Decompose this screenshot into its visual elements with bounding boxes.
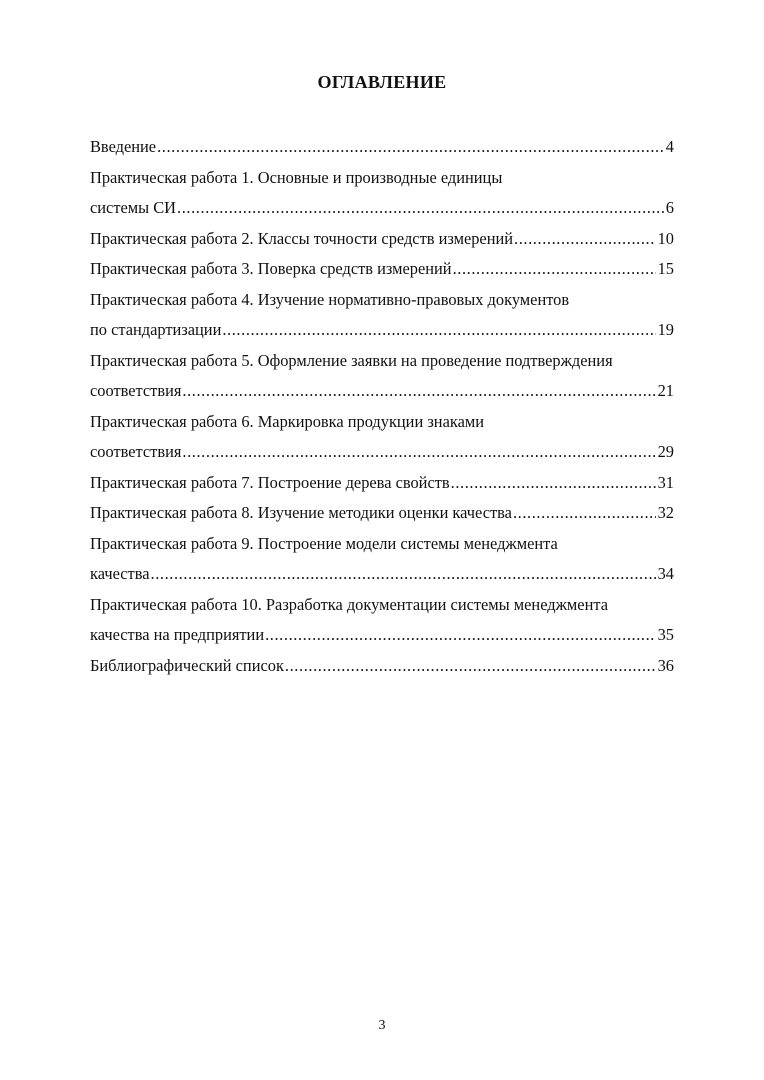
toc-entry-practice-3[interactable] (90, 254, 674, 285)
toc-page-number: 29 (657, 442, 674, 461)
dot-leader (151, 559, 656, 590)
toc-entry-line[interactable] (90, 285, 674, 316)
toc-entry-text: качества (90, 564, 150, 583)
dot-leader (157, 132, 664, 163)
toc-entry-practice-9[interactable] (90, 559, 674, 590)
dot-leader (453, 254, 656, 285)
toc-page-number: 10 (657, 228, 674, 248)
toc-entry-text: соответствия (90, 442, 182, 461)
page-number: 3 (378, 1018, 386, 1033)
toc-entry-text: соответствия (90, 381, 182, 400)
toc-entry-practice-10[interactable] (90, 620, 674, 651)
dot-leader (285, 651, 656, 682)
dot-leader (514, 224, 656, 255)
toc-page-number: 32 (657, 503, 674, 522)
toc-entry-practice-2[interactable] (90, 224, 674, 255)
toc-entry-introduction[interactable] (90, 132, 674, 163)
toc-entry-text: Практическая работа 7. Построение дерева свойств (90, 472, 450, 492)
toc-entry-text: Практическая работа 10. Разработка документации системы менеджмента (90, 594, 608, 614)
toc-entry-line[interactable] (90, 407, 674, 438)
toc-entry-text: Практическая работа 2. Классы точности средств измерений (90, 228, 514, 248)
toc-entry-text: Практическая работа 8. Изучение методики оценки качества (90, 503, 512, 522)
toc-page-number: 19 (657, 320, 674, 339)
toc-entry-text: качества на предприятии (90, 625, 265, 644)
toc-entry-practice-4[interactable] (90, 315, 674, 346)
toc-page-number: 31 (657, 472, 674, 492)
dot-leader (182, 376, 655, 407)
toc-entry-text: Практическая работа 4. Изучение нормативно-правовых документов (90, 289, 570, 309)
toc-entry-text: Практическая работа 6. Маркировка продукции знаками (90, 411, 484, 431)
toc-entry-line[interactable] (90, 529, 674, 560)
toc-page-number: 34 (657, 564, 674, 583)
toc-page-number: 4 (665, 137, 674, 156)
toc-entry-text: Практическая работа 1. Основные и производные единицы (90, 167, 503, 187)
dot-leader (513, 498, 656, 529)
toc-page-number: 6 (665, 198, 674, 217)
toc-page-number: 36 (657, 655, 674, 675)
toc-entry-bibliography[interactable] (90, 651, 674, 682)
toc-entry-text: Введение (90, 137, 157, 156)
toc-entry-text: Практическая работа 5. Оформление заявки на проведение подтверждения (90, 350, 613, 370)
dot-leader (222, 315, 655, 346)
toc-entry-text: Практическая работа 3. Поверка средств измерений (90, 259, 452, 278)
toc-entry-line[interactable] (90, 163, 674, 194)
toc-entry-text: системы СИ (90, 198, 177, 217)
toc-entry-practice-8[interactable] (90, 498, 674, 529)
dot-leader (265, 620, 656, 651)
toc-page-number: 21 (657, 381, 674, 400)
toc-page-number: 15 (657, 259, 674, 278)
page-title: ОГЛАВЛЕНИЕ (317, 72, 447, 92)
dot-leader (177, 193, 664, 224)
toc-entry-practice-1[interactable] (90, 193, 674, 224)
toc-entry-text: Практическая работа 9. Построение модели системы менеджмента (90, 533, 558, 553)
dot-leader (182, 437, 655, 468)
toc-entry-practice-5[interactable] (90, 376, 674, 407)
toc-entry-practice-7[interactable] (90, 468, 674, 499)
toc-entry-practice-6[interactable] (90, 437, 674, 468)
toc-page-number: 35 (657, 625, 674, 644)
toc-entry-line[interactable] (90, 590, 674, 621)
toc-entry-text: Библиографический список (90, 655, 284, 675)
toc-entry-text: по стандартизации (90, 320, 222, 339)
table-of-contents (90, 132, 674, 681)
dot-leader (451, 468, 656, 499)
toc-entry-line[interactable] (90, 346, 674, 377)
